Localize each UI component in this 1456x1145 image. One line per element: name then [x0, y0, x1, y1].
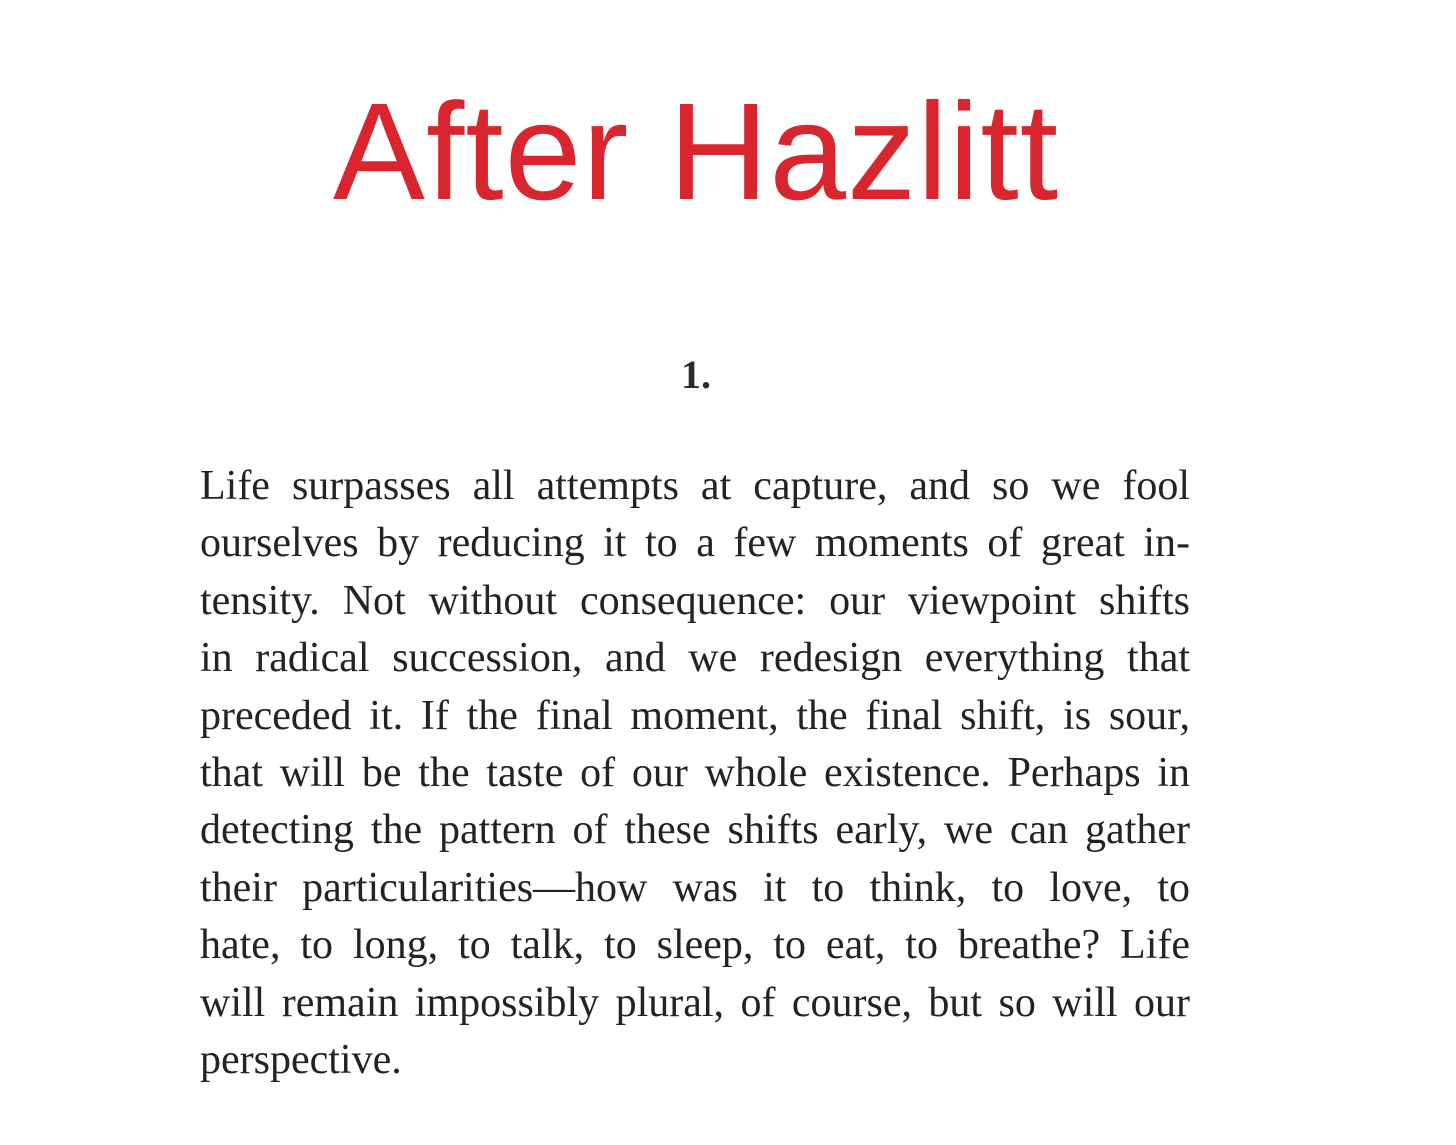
- body-line: their particularities—how was it to think, to love, to: [200, 864, 1190, 911]
- section-number: 1.: [681, 352, 711, 397]
- body-line: preceded it. If the final moment, the final shift, is sour,: [200, 692, 1190, 739]
- body-paragraph: [200, 458, 1190, 1089]
- body-line: detecting the pattern of these shifts early, we can gather: [200, 807, 1190, 854]
- body-line: perspective.: [200, 1036, 402, 1083]
- body-line: will remain impossibly plural, of course, but so will our: [200, 979, 1190, 1026]
- body-line: ourselves by reducing it to a few moments of great in-: [200, 520, 1190, 567]
- body-line: that will be the taste of our whole existence. Perhaps in: [200, 749, 1190, 796]
- body-line: hate, to long, to talk, to sleep, to eat, to breathe? Life: [200, 922, 1190, 969]
- document-title: After Hazlitt: [332, 75, 1060, 229]
- body-line: in radical succession, and we redesign everything that: [200, 635, 1190, 682]
- body-line: tensity. Not without consequence: our viewpoint shifts: [200, 577, 1190, 624]
- body-line: Life surpasses all attempts at capture, and so we fool: [200, 463, 1190, 509]
